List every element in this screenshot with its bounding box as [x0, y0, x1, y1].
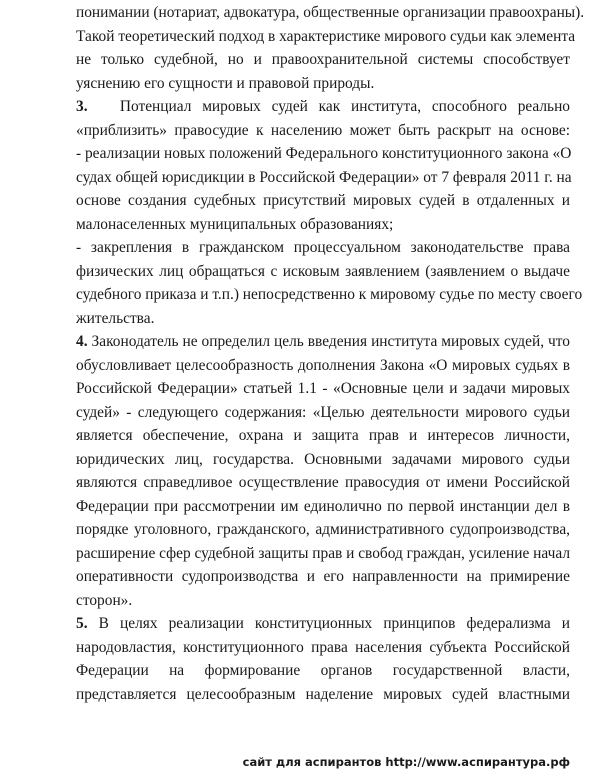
text-line: являются справедливое осуществление правосудия от имени Российской [76, 474, 570, 491]
text-line: расширение сфер судебной защиты прав и свобод граждан, усиление начал [76, 544, 571, 562]
text-line: порядке уголовного, гражданского, административного судопроизводства, [76, 521, 570, 538]
paragraph-4-first-line: 4. Законодатель не определил цель введения института мировых судей, что [76, 333, 570, 350]
text-line: физических лиц обращаться с исковым заявлением (заявлением о выдаче [76, 262, 570, 280]
text-line: обусловливает целесообразность дополнения Закона «О мировых судьях в [76, 356, 570, 374]
text-line: основе создания судебных присутствий мировых судей в отдаленных и [76, 192, 570, 209]
item-number: 4. [76, 333, 88, 350]
text-line: юридических лиц, государства. Основными задачами мирового судьи [76, 450, 570, 468]
text-line: судей» - следующего содержания: «Целью деятельности мирового судьи [76, 403, 570, 421]
text-line: малонаселенных муниципальных образованиях; [76, 215, 394, 233]
item-number: 5. [76, 615, 88, 632]
text-line: - закрепления в гражданском процессуальном законодательстве права [76, 239, 570, 256]
text-line: Российской Федерации» статьей 1.1 - «Основные цели и задачи мировых [76, 380, 570, 397]
text-line: судебного приказа и т.п.) непосредственно к мировому судье по месту своего [76, 286, 583, 303]
text-line: Такой теоретический подход в характеристике мирового судьи как элемента [76, 27, 576, 45]
text-line: оперативности судопроизводства и его направленности на примирение [76, 568, 570, 585]
text-line: судах общей юрисдикции в Российской Федерации» от 7 февраля 2011 г. на [76, 168, 572, 186]
text-line: Федерации на формирование органов государственной власти, [76, 662, 570, 679]
text-line: жительства. [76, 309, 155, 327]
text-line: «приблизить» правосудие к населению может быть раскрыт на основе: [76, 121, 570, 139]
text-line: - реализации новых положений Федерального конституционного закона «О [76, 145, 572, 162]
site-footer: сайт для аспирантов http://www.аспирантура.рф [242, 755, 570, 769]
text-line: народовластия, конституционного права населения субъекта Российской [76, 638, 570, 656]
paragraph-5-first-line: 5. В целях реализации конституционных принципов федерализма и [76, 615, 570, 632]
text-line: сторон». [76, 591, 133, 609]
paragraph-3-first-line: 3. Потенциал мировых судей как института, способного реально [76, 98, 571, 115]
item-number: 3. [76, 98, 88, 115]
text-line: представляется целесообразным наделение мировых судей властными [76, 685, 570, 703]
text-line: понимании (нотариат, адвокатура, общественные организации правоохраны). [76, 4, 585, 21]
text-line: уяснению его сущности и правовой природы. [76, 74, 375, 92]
text-line: Федерации при рассмотрении им единолично по первой инстанции дел в [76, 497, 570, 515]
text-line: не только судебной, но и правоохранительной системы способствует [76, 51, 570, 68]
text-line: является обеспечение, охрана и защита прав и интересов личности, [76, 427, 570, 444]
